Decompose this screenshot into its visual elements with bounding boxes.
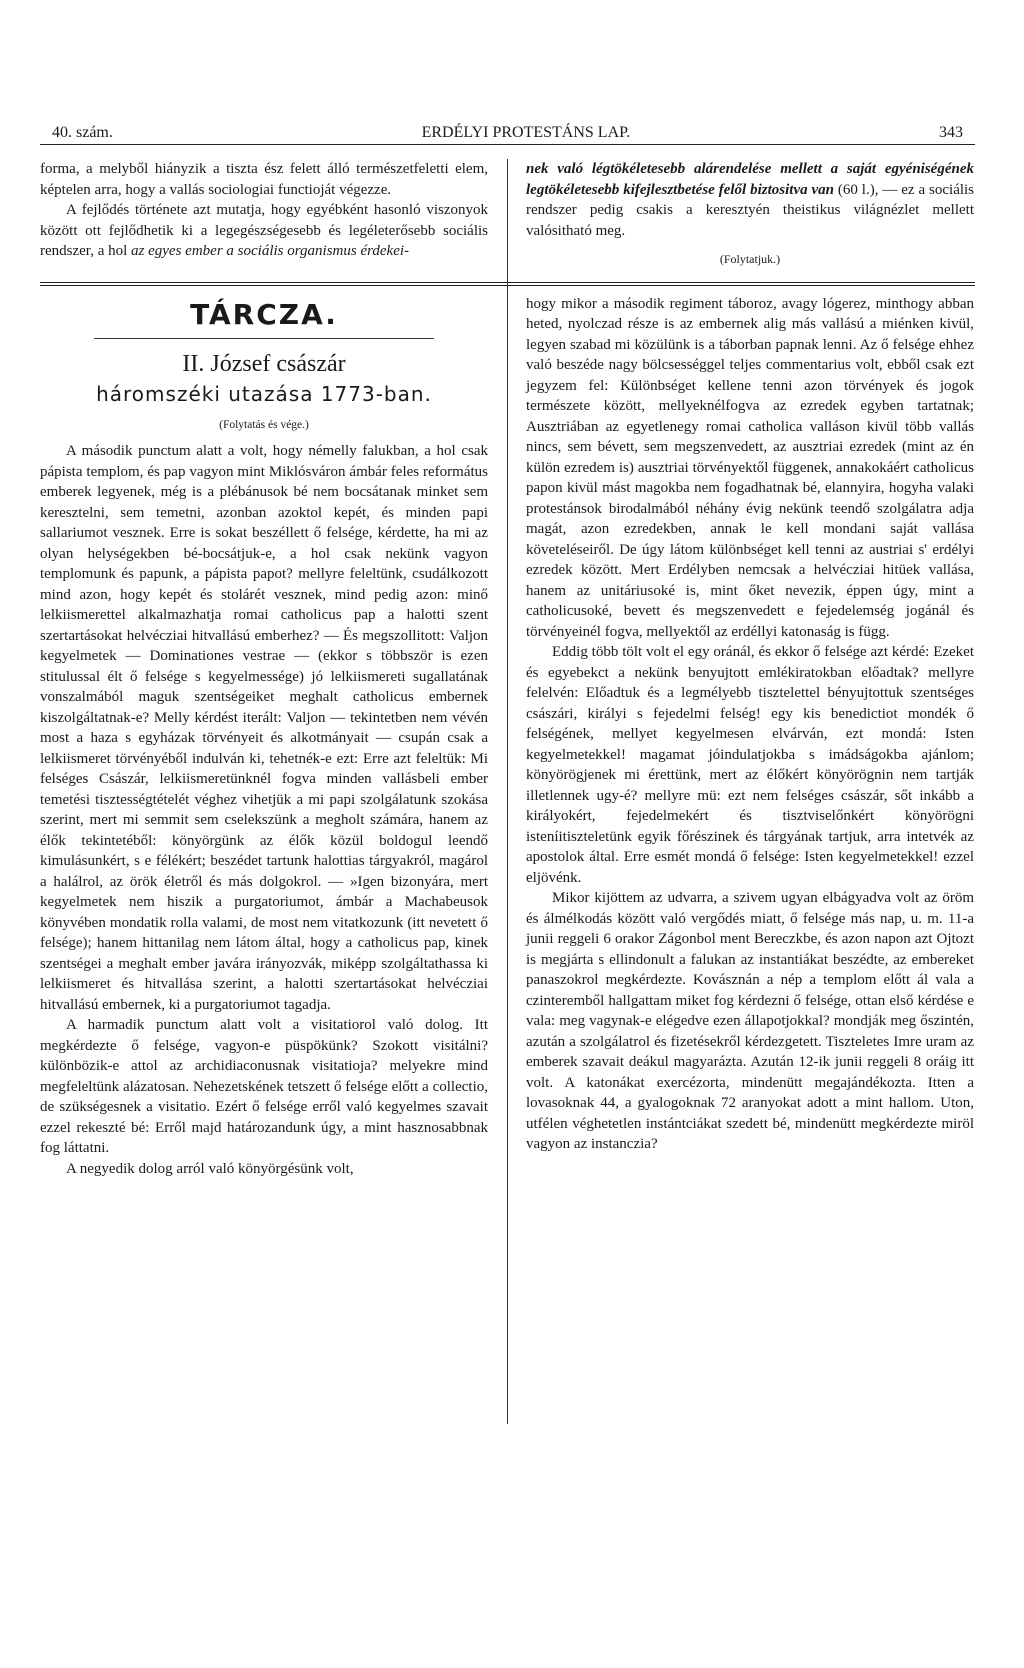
bottom-left-paragraph-3: A negyedik dolog arról való könyörgésünk volt, bbox=[66, 1160, 354, 1177]
top-right-text: (60 l.), — ez a sociális rendszer pedig csakis a keresztyén theistikus világnézlet mellett valósitható meg. bbox=[526, 181, 975, 239]
top-left-paragraph-2-italic: az egyes ember a sociális organismus érdekei- bbox=[131, 243, 410, 259]
bottom-section bbox=[40, 294, 975, 1180]
bottom-left-column bbox=[40, 294, 488, 1180]
bottom-left-paragraph-1: A második punctum alatt a volt, hogy némelly falukban, a hol csak pápista templom, és pap vagyon mint Miklósváron ámbár feles református emberek legyenek, még is a plébánusok bé nem bocsátanak minket sem keresztelni, sem temetni, azonban azoktol kepét, és minden papi sallariumot vesznek. Erre is sokat beszéllett ő felsége, kérdette, ha mi az olyan helységekben bé-bocsátjuk-e, a hol csak nekünk vagyon templomunk és papunk, a pápista papot? mellyre feleltünk, csudálkozott mind azon, hogy kepét és stolárét vesznek, mind pedig azon: minő lelkiismerettel alkalmazhatja romai catholicus pap a halotti szent szertartásokat helvécziai hitvallású emberhez? — És megszollitott: Valjon kegyelmetek — Dominationes vestrae — (ekkor s többször is ezen stitulussal élt ő felsége s kegyelmessége) jó lelkiismereti sugallatának vonszalmából maguk szentségeiket meghalt catholicus embernek kiszolgáltatnak-e? Melly kérdést iterált: Valjon — tekintetben nem vévén most a haza s egyházak törvényeit és alkotmányait — csupán csak a lelkiismeret törvényéből indulván ki, tehetnék-e ezt: Erre azt feleltük: Mi felséges Császár, lelkiismeretünknél fogva minden vallásbeli ember temetési tisztességtételét véghez vihetjük a mi papi szolgálatunk szokása szerint, mert mi semmit sem cselekszünk a megholt számára, hanem az élők tekintetéből: könyörgünk az élők közül boldogul leendő kimulásunkért, s e félékért; beszédet tartunk halottias tárgyakról, magárol a halálrol, az örök életről és más dolgokrol. — »Igen bizonyára, mert kegyelmetek nem hiszik a purgatoriumot, ámbár a Machabeusok könyvében mondatik rolla valami, de most nem vitatkozunk (itt nevetett ő felsége); hanem hittanilag nem látom által, hogy a catholicus pap, kinek szentségei a meghalt ember javára irányozvák, miképp szolgáltathassa ki lelkiismeret és hitvallása szerint, a halotti szertartásokat helvécziai hitvallású embernek, ki a purgatoriumot tagadja. bbox=[40, 443, 488, 1013]
tarcza-heading: TÁRCZA. bbox=[190, 297, 338, 331]
top-section bbox=[40, 159, 975, 270]
top-left-paragraph-1: forma, a melyből hiányzik a tiszta ész felett álló természetfeletti elem, képtelen arra, hogy a vallás sociologiai functioját végezze. bbox=[40, 161, 488, 198]
bottom-left-paragraph-2: A harmadik punctum alatt volt a visitatiorol való dolog. Itt megkérdezte ő felsége, vagyon-e püspökünk? Szokott visitálni? különbözik-e attol az archidiaconusnak visitatioja? melyekre mind megfeleltünk alázatosan. Nehezetskének tetszett ő felsége előtt a collectio, de szükségesnek a visitatio. Ezért ő felsége erről való kegyelmes szavait ezzel rekeszté bé: Erről majd határozandunk úgy, a mint hasznosabbnak fog láttatni. bbox=[40, 1017, 488, 1156]
top-left-paragraph-2-text: A fejlődés története azt mutatja, hogy egyébként hasonló viszonyok között ott fejlődhetik ki a legegészségesebb és legéleterősebb sociális rendszer, a hol bbox=[40, 202, 488, 259]
continued-note: (Folytatjuk.) bbox=[719, 252, 781, 266]
top-right-column bbox=[526, 159, 974, 270]
tarcza-rule bbox=[94, 338, 434, 339]
top-left-paragraph-2 bbox=[40, 200, 488, 262]
bottom-right-column bbox=[526, 294, 974, 1180]
bottom-right-paragraph-2: Eddig több tölt volt el egy oránál, és ekkor ő felsége azt kérdé: Ezeket és egyebekct a nekünk benyujtott emlékiratokban előadtak? mellyre felelvén: Előadtuk és a legmélyebb tisztelettel bényujtottuk szentséges császári, királyi s fejedelmi felség! egy kis benedictiot mondék ő felségének, mellyet kegyelmesen elvárván, ezt mondá: Isten kegyelmetekkel! magamat jóindulatjokba s imádságokba ajánlom; könyörögjenek mi érettünk, mert az élőkért könyörögnin nem tartják illetlennek ugy-é? mellyre mü: ezt nem felséges császár, sőt inkább a királyokért, fejedelmekért és tisztviselőnkért könyörögni isteníitiszteletünk egyik főrészinek és tárgyának tartjuk, arra intetvék az apostolok által. Erre esmét mondá ő felsége: Isten kegyelmetekkel! ezzel eljövénk. bbox=[526, 644, 974, 886]
top-right-paragraph bbox=[526, 159, 974, 241]
top-left-column bbox=[40, 159, 488, 270]
top-right-emphasis: nek való légtökéletesebb alárendelése mellett a saját egyéniségének legtökéletesebb kifejlesztbetése felől biztositva van bbox=[526, 161, 974, 198]
issue-number: 40. szám. bbox=[52, 124, 113, 141]
page-number: 343 bbox=[938, 124, 963, 141]
article-continuation-note: (Folytatás és vége.) bbox=[219, 418, 309, 431]
running-header bbox=[40, 118, 975, 145]
newspaper-page bbox=[40, 118, 975, 1179]
journal-title: ERDÉLYI PROTESTÁNS LAP. bbox=[421, 124, 631, 141]
bottom-right-paragraph-1: hogy mikor a második regiment táboroz, avagy lógerez, minthogy abban heted, nyolczad része is az embernek alig más vallású a miénken kivül, legyen szabad mi közülünk is a táborban papnak lenni. Az ő felsége ehhez való beszéde nagy bölcsességgel teljes commentarius volt, ebből csak ezt jegyzem fel: Különbséget kellene tenni azon törvények és jogok természete között, mellyeknélfogva az ezredek egyben tartatnak; Ausztriában az egyetlenegy romai catholica valláson kivül több vallás nincs, sem bévett, sem megszenvedett, az ausztriai ezredek (mint az én külön ezredem is) ausztriai törvényektől függenek, annakokáért catholicus papon kivül mást magokba nem fogadhatnak bé, elannyira, hogyha valaki protestánsok birodalmából néhány évig nekünk teendő szolgálatra adja magát, azon ezredekben, annak le kell mondani saját vallása követeléseiről. De úgy látom különbséget kell tenni az austriai s' erdélyi ezredek között. Mert Erdélyben nemcsak a helvécziai hitüek vallása, hanem az unitáriusoké is, mint őket nevezik, éppen úgy, mint a catholicusoké, bevett és megszenvedett e fejedelemség jogánál és törvényeinél fogva, mellyektől az erdéllyi katonaság is függ. bbox=[526, 295, 974, 640]
bottom-right-paragraph-3: Mikor kijöttem az udvarra, a szivem ugyan elbágyadva volt az öröm és álmélkodás között való vergődés miatt, ő felsége más nap, u. m. 11-a junii reggeli 6 orakor Zágonbol ment Bereczkbe, és azon napon azt Ojtozt is megjárta s ellindonult a falukan az instantiákat beszédte, az embereket panaszokrol megkérdezte. Kovásznán a nép a templom előtt ál vala a czinteremből hallgattam miket fog kérdezni ő felsége, ottan első kérdése e vala: meg vagynak-e elégedve ezen állapotjokkal? mondják meg őszintén, azután a szolgálatrol és fizetésekről kérdezgetett. Tiszteletes Imre uram az emberek szavait deákul magyarázta. Azután 12-ik junii reggeli 8 oráig itt volt. A katonákat exercézorta, mindenütt megajándékozta. Itten a lovasoknak 44, a gyalogoknak 72 aranyokat adott a mint hallom. Uton, utfélen véghetetlen instántciákat szedett bé, mindenütt megkérdezte miröl vagyon az instanczia? bbox=[526, 890, 974, 1152]
article-title: II. József császár bbox=[182, 350, 346, 377]
article-subtitle: háromszéki utazása 1773-ban. bbox=[96, 381, 432, 406]
bottom-column-rule bbox=[507, 294, 508, 1424]
